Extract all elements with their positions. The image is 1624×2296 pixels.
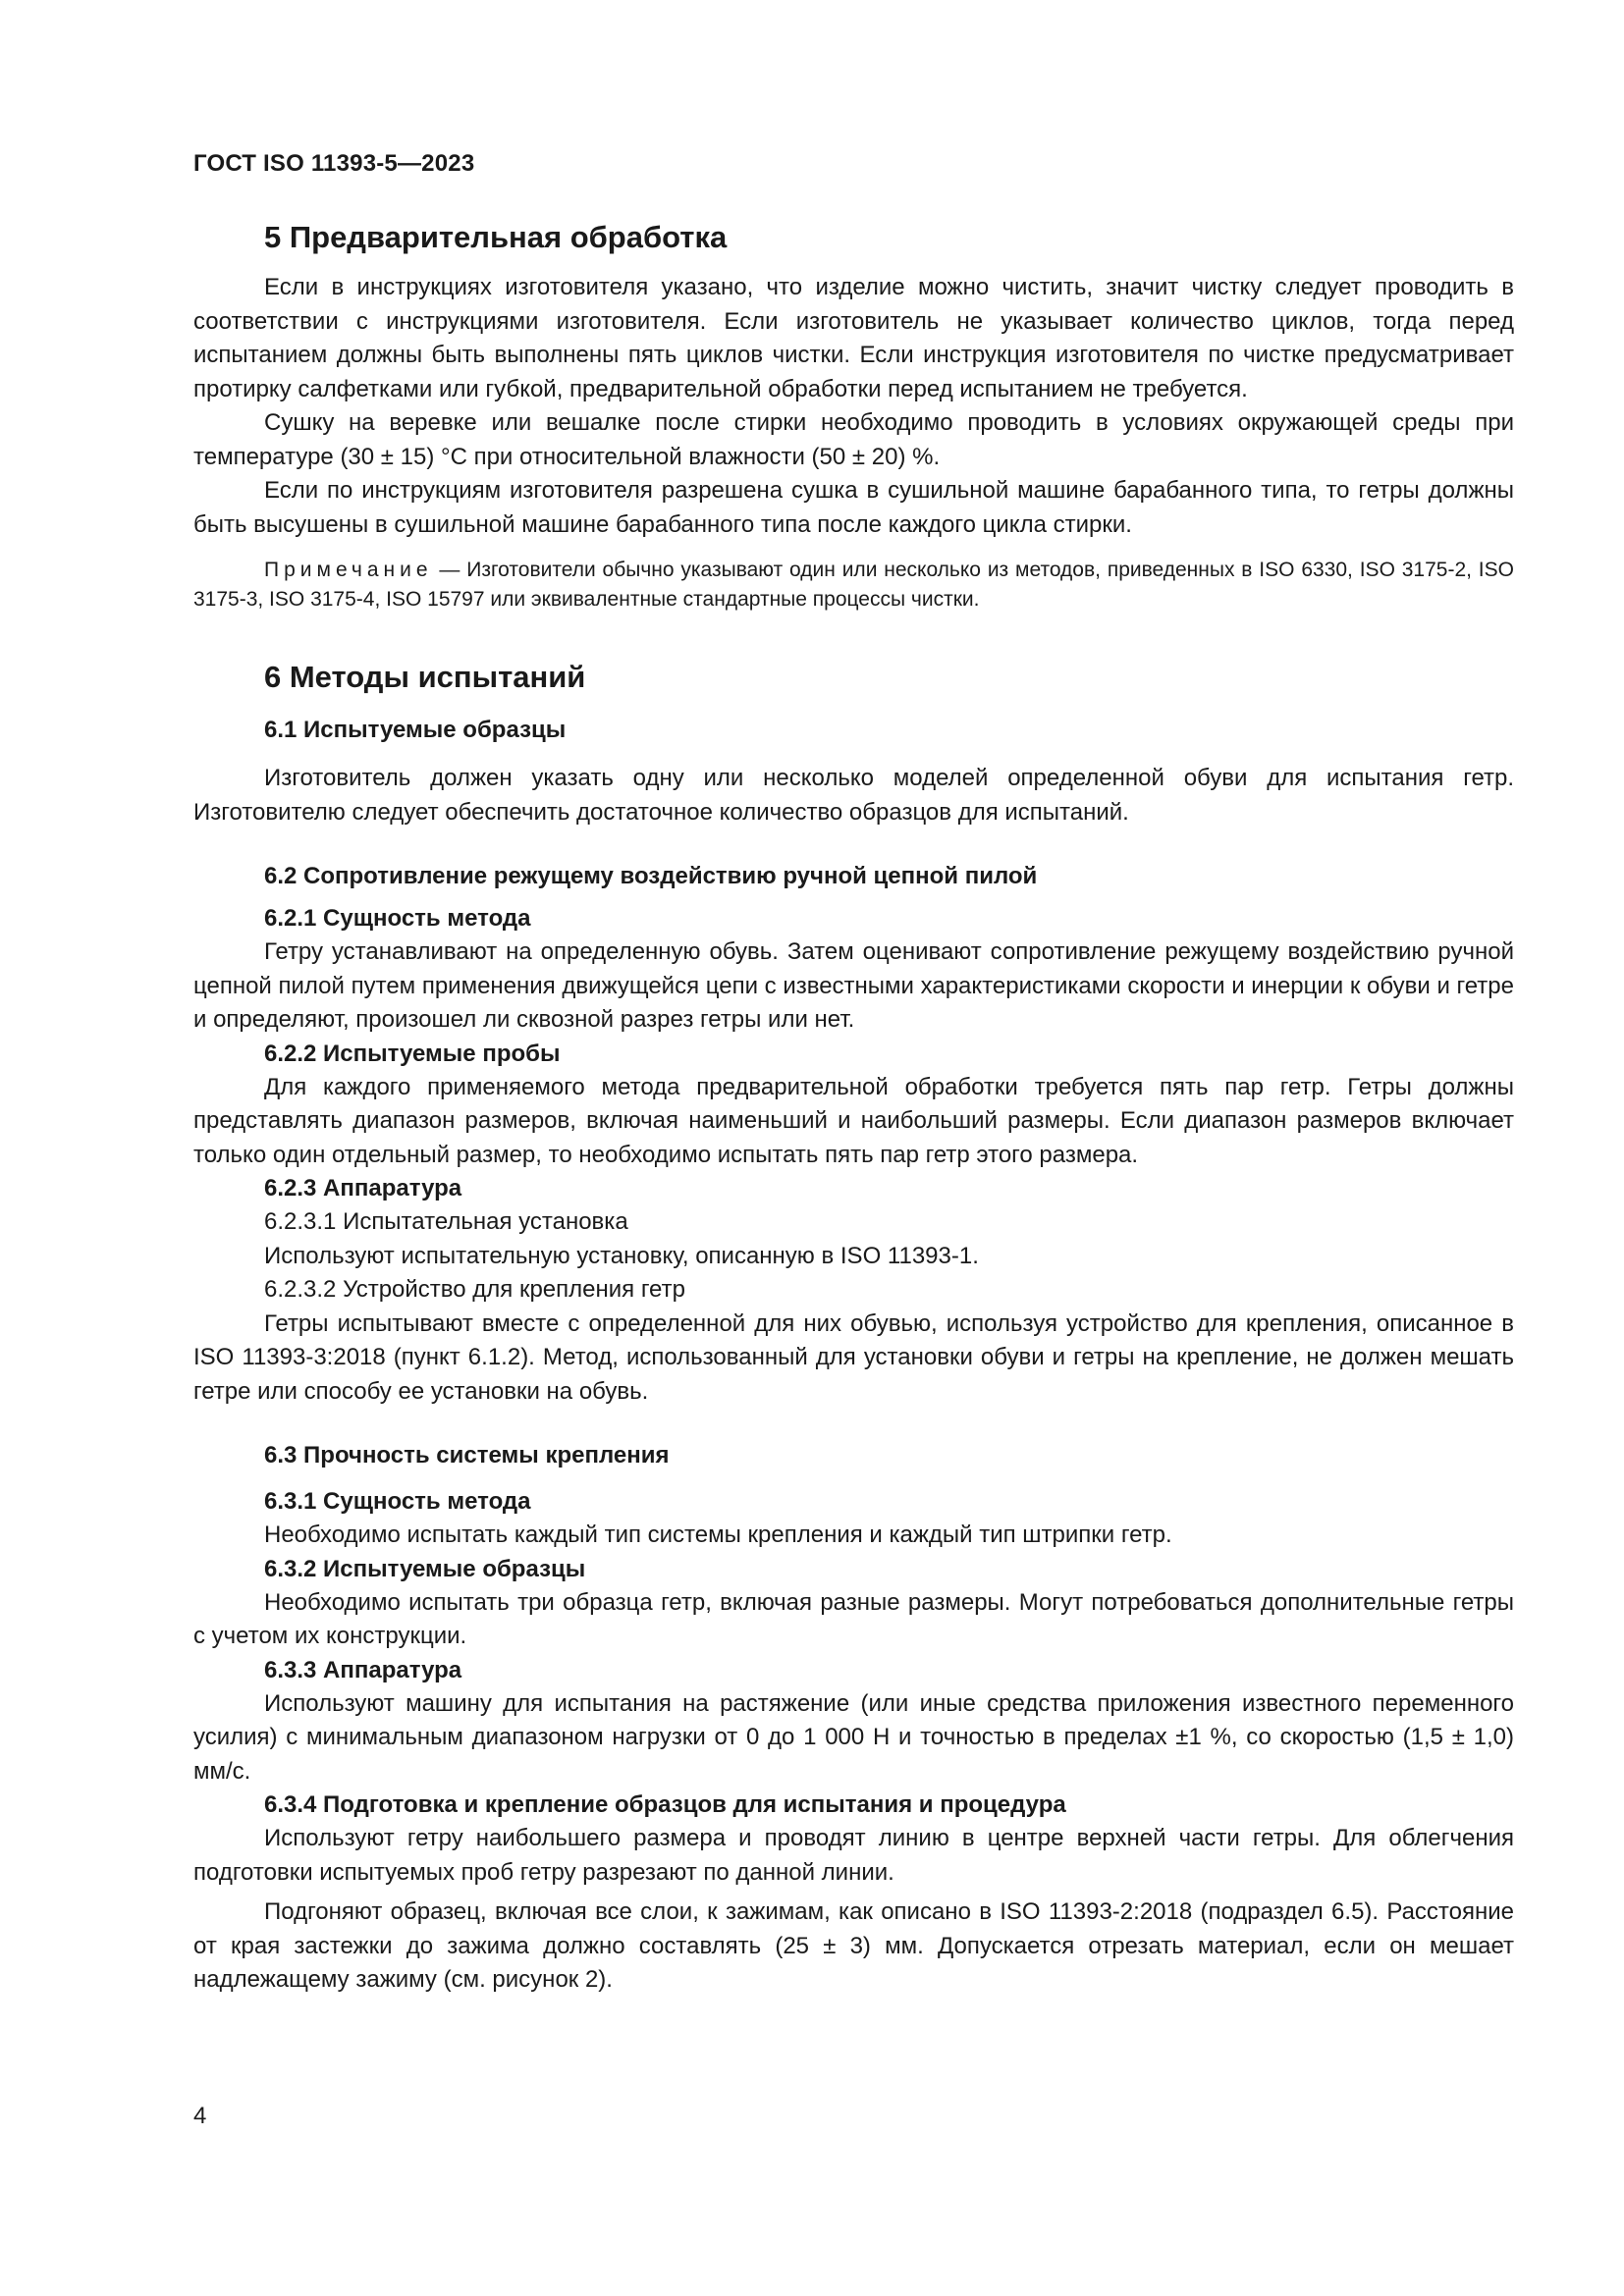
section-6-title: 6 Методы испытаний	[264, 660, 586, 694]
section-5-title: 5 Предварительная обработка	[264, 220, 728, 254]
section-6-2-1-text: Гетру устанавливают на определенную обувь. Затем оценивают сопротивление режущему воздействию ручной цепной пилой путем применения движущейся цепи с известными характеристиками скорости и инерции к обуви и гетре и определяют, произошел ли сквозной разрез гетры или нет.	[193, 938, 1514, 1033]
note-label: Примечание	[264, 559, 433, 581]
section-5-paragraph: Если в инструкциях изготовителя указано, что изделие можно чистить, значит чистку следует проводить в соответствии с инструкциями изготовителя. Если изготовитель не указывает количество циклов, тогда перед испытанием должны быть выполнены пять циклов чистки. Если инструкция изготовителя по чистке предусматривает протирку салфетками или губкой, предварительной обработки перед испытанием не требуется.	[193, 274, 1514, 402]
section-6-3-4-text: Используют гетру наибольшего размера и проводят линию в центре верхней части гетры. Для облегчения подготовки испытуемых проб гетру разрезают по данной линии.	[193, 1825, 1514, 1886]
section-6-1-title: 6.1 Испытуемые образцы	[264, 717, 567, 743]
section-6-2-3-2-title: 6.2.3.2 Устройство для крепления гетр	[264, 1276, 685, 1303]
section-6-3-3-title: 6.3.3 Аппаратура	[264, 1656, 462, 1683]
note-text: — Изготовители обычно указывают один или несколько из методов, приведенных в ISO 6330, ISO 3175-2, ISO 3175-3, ISO 3175-4, ISO 15797 или эквивалентные стандартные процессы чистки.	[193, 559, 1514, 611]
section-6-2-3-1-title: 6.2.3.1 Испытательная установка	[264, 1208, 628, 1235]
section-5-paragraph: Если по инструкциям изготовителя разрешена сушка в сушильной машине барабанного типа, то гетры должны быть высушены в сушильной машине барабанного типа после каждого цикла стирки.	[193, 477, 1514, 538]
section-6-3-4-title: 6.3.4 Подготовка и крепление образцов для испытания и процедура	[264, 1791, 1066, 1818]
section-6-3-1-title: 6.3.1 Сущность метода	[264, 1488, 531, 1515]
section-6-2-2-title: 6.2.2 Испытуемые пробы	[264, 1040, 561, 1067]
page-number: 4	[193, 2103, 207, 2129]
section-6-3-2-text: Необходимо испытать три образца гетр, включая разные размеры. Могут потребоваться дополнительные гетры с учетом их конструкции.	[193, 1588, 1514, 1649]
section-6-3-3-text: Используют машину для испытания на растяжение (или иные средства приложения известного переменного усилия) с минимальным диапазоном нагрузки от 0 до 1 000 Н и точностью в пределах ±1 %, со скоростью (1,5 ± 1,0) мм/с.	[193, 1689, 1514, 1785]
section-6-2-3-2-text: Гетры испытывают вместе с определенной для них обувью, используя устройство для крепления, описанное в ISO 11393-3:2018 (пункт 6.1.2). Метод, использованный для установки обуви и гетры на крепление, не должен мешать гетре или способу ее установки на обувь.	[193, 1309, 1514, 1405]
section-6-3-2-title: 6.3.2 Испытуемые образцы	[264, 1555, 586, 1582]
section-6-2-2-text: Для каждого применяемого метода предварительной обработки требуется пять пар гетр. Гетры должны представлять диапазон размеров, включая наименьший и наибольший размеры. Если диапазон размеров включает только один отдельный размер, то необходимо испытать пять пар гетр этого размера.	[193, 1073, 1514, 1168]
section-6-3-4-text: Подгоняют образец, включая все слои, к зажимам, как описано в ISO 11393-2:2018 (подраздел 6.5). Расстояние от края застежки до зажима должно составлять (25 ± 3) мм. Допускается отрезать материал, если он мешает надлежащему зажиму (см. рисунок 2).	[193, 1898, 1514, 1993]
document-header: ГОСТ ISO 11393-5—2023	[193, 150, 475, 177]
section-6-3-title: 6.3 Прочность системы крепления	[264, 1442, 670, 1468]
section-6-2-title: 6.2 Сопротивление режущему воздействию ручной цепной пилой	[264, 863, 1038, 889]
document-body	[193, 218, 1514, 1998]
section-5-paragraph: Сушку на веревке или вешалке после стирки необходимо проводить в условиях окружающей среды при температуре (30 ± 15) °C при относительной влажности (50 ± 20) %.	[193, 409, 1514, 470]
section-6-2-3-title: 6.2.3 Аппаратура	[264, 1175, 462, 1201]
section-6-2-1-title: 6.2.1 Сущность метода	[264, 905, 531, 932]
section-6-2-3-1-text: Используют испытательную установку, описанную в ISO 11393-1.	[264, 1242, 979, 1269]
section-6-3-1-text: Необходимо испытать каждый тип системы крепления и каждый тип штрипки гетр.	[264, 1522, 1172, 1548]
section-6-1-text: Изготовитель должен указать одну или несколько моделей определенной обуви для испытания гетр. Изготовителю следует обеспечить достаточное количество образцов для испытаний.	[193, 765, 1514, 826]
section-5-note	[193, 556, 1514, 614]
